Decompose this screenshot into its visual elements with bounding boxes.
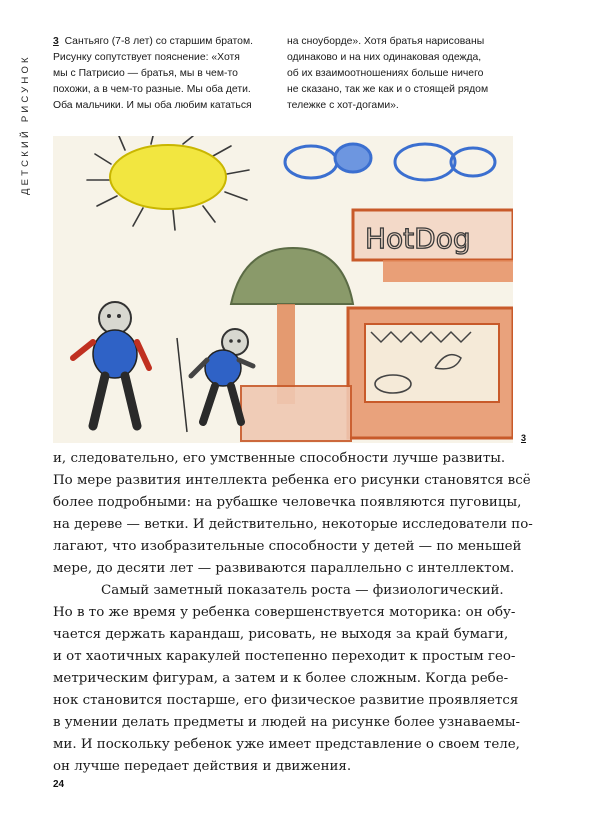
- text-line: чается держать карандаш, рисовать, не выходя за край бумаги,: [53, 627, 509, 642]
- caption-line: тележке с хот-догами».: [287, 100, 399, 111]
- child-drawing: [53, 136, 513, 443]
- body-text: [53, 448, 533, 778]
- caption-line: похожи, а в чем-то разные. Мы оба дети.: [53, 84, 251, 95]
- caption-right-column: [287, 34, 507, 114]
- text-line: метрическим фигурам, а затем и к более сложным. Когда ребе-: [53, 671, 509, 686]
- hotdog-sign-text: HotDog: [365, 222, 471, 255]
- caption-line: на сноуборде». Хотя братья нарисованы: [287, 36, 485, 47]
- text-line: он лучше передает действия и движения.: [53, 759, 352, 774]
- text-line: нок становится постарше, его физическое развитие проявляется: [53, 693, 519, 708]
- text-line: в умении делать предметы и людей на рисунке более узнаваемы-: [53, 715, 521, 730]
- text-line: ми. И поскольку ребенок уже имеет представление о своем теле,: [53, 737, 520, 752]
- text-line: более подробными: на рубашке человечка появляются пуговицы,: [53, 495, 522, 510]
- text-line: По мере развития интеллекта ребенка его рисунки становятся всё: [53, 473, 531, 488]
- text-line: на дереве — ветки. И действительно, некоторые исследователи по-: [53, 517, 533, 532]
- running-header: ДЕТСКИЙ РИСУНОК: [20, 54, 31, 195]
- caption-line: Рисунку сопутствует пояснение: «Хотя: [53, 52, 240, 63]
- sun: [110, 145, 226, 209]
- text-line: лагают, что изобразительные способности у детей — по меньшей: [53, 539, 522, 554]
- caption-line: не сказано, так же как и о стоящей рядом: [287, 84, 489, 95]
- page-number: 24: [53, 779, 65, 790]
- caption-line: одинаково и на них одинаковая одежда,: [287, 52, 482, 63]
- caption-number: 3: [53, 36, 59, 47]
- figure-label: 3: [521, 433, 527, 443]
- stand-window: [365, 324, 499, 402]
- caption-left-column: [53, 34, 273, 114]
- caption-line: Оба мальчики. И мы оба любим кататься: [53, 100, 252, 111]
- text-line: и, следовательно, его умственные способности лучше развиты.: [53, 451, 506, 466]
- text-line: и от хаотичных каракулей постепенно переходит к простым гео-: [53, 649, 516, 664]
- text-line: Самый заметный показатель роста — физиологический.: [101, 583, 504, 598]
- stand-roof: [383, 260, 513, 282]
- text-line: Но в то же время у ребенка совершенствуется моторика: он обу-: [53, 605, 516, 620]
- caption-line: мы с Патрисио — братья, мы в чем-то: [53, 68, 238, 79]
- cart: [241, 386, 351, 441]
- text-line: мере, до десяти лет — развиваются параллельно с интеллектом.: [53, 561, 515, 576]
- caption-line: об их взаимоотношениях больше ничего: [287, 68, 484, 79]
- caption-line: 3 Сантьяго (7-8 лет) со старшим братом.: [53, 36, 253, 47]
